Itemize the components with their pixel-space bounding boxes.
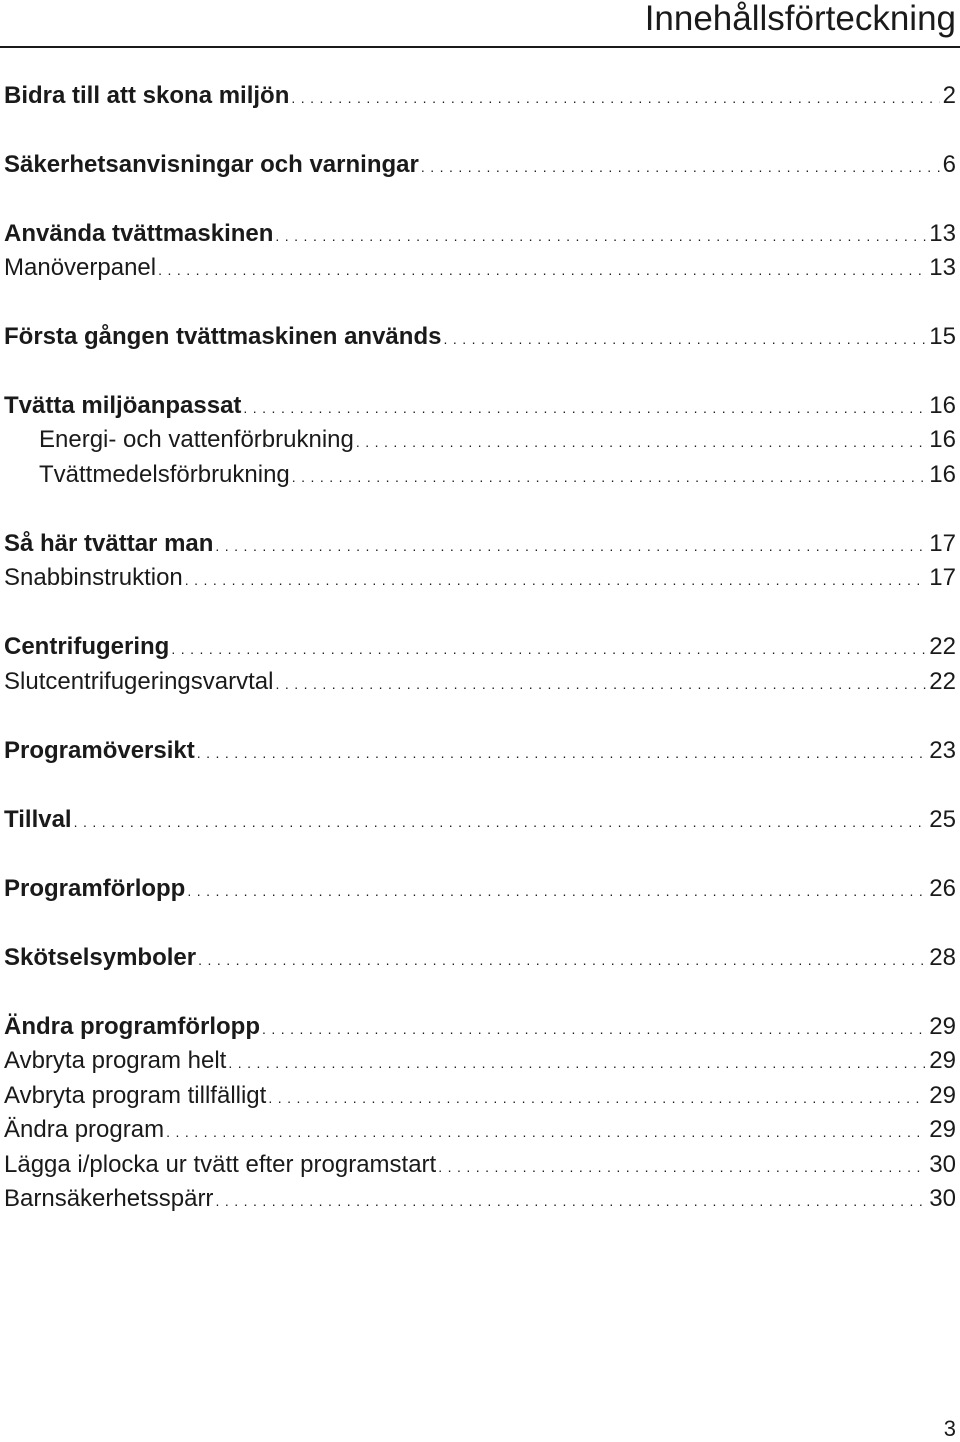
toc-dot-leader [291,81,939,111]
toc-entry [4,1012,956,1042]
toc-entry-label: Första gången tvättmaskinen används [4,323,442,350]
toc-entry-page: 2 [942,82,956,109]
toc-entry [4,667,956,697]
toc-entry [4,943,956,973]
toc-entry [4,1115,956,1145]
toc-entry-label: Avbryta program helt [4,1047,227,1074]
toc-entry-label: Ändra program [4,1116,165,1143]
toc-entry [4,1184,956,1214]
toc-entry-label: Programförlopp [4,875,186,902]
toc-entry [4,253,956,283]
toc-entry-page: 16 [929,392,956,419]
toc-dot-leader [262,1012,926,1042]
toc-entry-page: 6 [942,151,956,178]
toc-entry-page: 13 [929,254,956,281]
toc-entry [4,632,956,662]
toc-dot-leader [228,1046,926,1076]
toc-entry-page: 30 [929,1151,956,1178]
toc-entry-label: Tvätta miljöanpassat [4,392,242,419]
toc-entry [4,563,956,593]
toc-entry-label: Använda tvättmaskinen [4,220,274,247]
toc-dot-leader [187,874,926,904]
toc-entry-page: 26 [929,875,956,902]
toc-entry-page: 13 [929,220,956,247]
toc-entry [4,391,956,421]
toc-entry-page: 22 [929,633,956,660]
toc-entry-page: 29 [929,1047,956,1074]
toc-entry-label: Säkerhetsanvisningar och varningar [4,151,419,178]
toc-entry [39,425,956,455]
toc-entry-label: Skötselsymboler [4,944,197,971]
toc-entry-page: 29 [929,1013,956,1040]
toc-entry-label: Ändra programförlopp [4,1013,260,1040]
toc-dot-leader [197,736,927,766]
toc-entry [4,322,956,352]
toc-entry-label: Centrifugering [4,633,170,660]
toc-dot-leader [198,943,926,973]
toc-dot-leader [275,667,926,697]
toc-dot-leader [185,563,927,593]
toc-entry-label: Barnsäkerhetsspärr [4,1185,214,1212]
toc-entry-page: 17 [929,530,956,557]
toc-entry-label: Slutcentrifugeringsvarvtal [4,668,274,695]
toc-entry-page: 17 [929,564,956,591]
toc-entry [4,1046,956,1076]
toc-entry [4,736,956,766]
toc-dot-leader [215,1184,926,1214]
toc-dot-leader [74,805,927,835]
toc-entry-page: 22 [929,668,956,695]
toc-entry [4,219,956,249]
toc-entry-label: Tvättmedelsförbrukning [39,461,290,488]
toc-entry-label: Programöversikt [4,737,195,764]
toc-entry-label: Lägga i/plocka ur tvätt efter programstart [4,1151,437,1178]
toc-entry-page: 30 [929,1185,956,1212]
toc-entry-page: 15 [929,323,956,350]
toc-dot-leader [268,1081,926,1111]
toc-dot-leader [438,1150,926,1180]
toc-dot-leader [292,460,927,490]
toc-entry-page: 28 [929,944,956,971]
toc-dot-leader [215,529,926,559]
toc-entry-label: Tillval [4,806,72,833]
toc-dot-leader [356,425,926,455]
toc-dot-leader [243,391,926,421]
toc-entry-page: 25 [929,806,956,833]
toc-dot-leader [421,150,940,180]
page-number: 3 [943,1416,956,1441]
toc-entry [4,805,956,835]
toc-entry-label: Så här tvättar man [4,530,214,557]
toc-entry [4,81,956,111]
toc-dot-leader [166,1115,926,1145]
toc-entry-label: Energi- och vattenförbrukning [39,426,354,453]
toc-dot-leader [275,219,926,249]
toc-entry-page: 29 [929,1116,956,1143]
toc-entry [4,1081,956,1111]
toc-entry [4,874,956,904]
toc-entry [4,529,956,559]
toc-entry-page: 16 [929,461,956,488]
toc-entry [4,150,956,180]
toc-dot-leader [158,253,926,283]
toc-entry [39,460,956,490]
page-title: Innehållsförteckning [644,0,956,38]
toc-entry-label: Bidra till att skona miljön [4,82,290,109]
toc-dot-leader [443,322,926,352]
toc-entry-label: Manöverpanel [4,254,157,281]
toc-entry-label: Snabbinstruktion [4,564,183,591]
toc-dot-leader [171,632,926,662]
toc-entry-label: Avbryta program tillfälligt [4,1082,267,1109]
toc-entry-page: 29 [929,1082,956,1109]
toc-entry-page: 16 [929,426,956,453]
toc-entry [4,1150,956,1180]
toc-entry-page: 23 [929,737,956,764]
